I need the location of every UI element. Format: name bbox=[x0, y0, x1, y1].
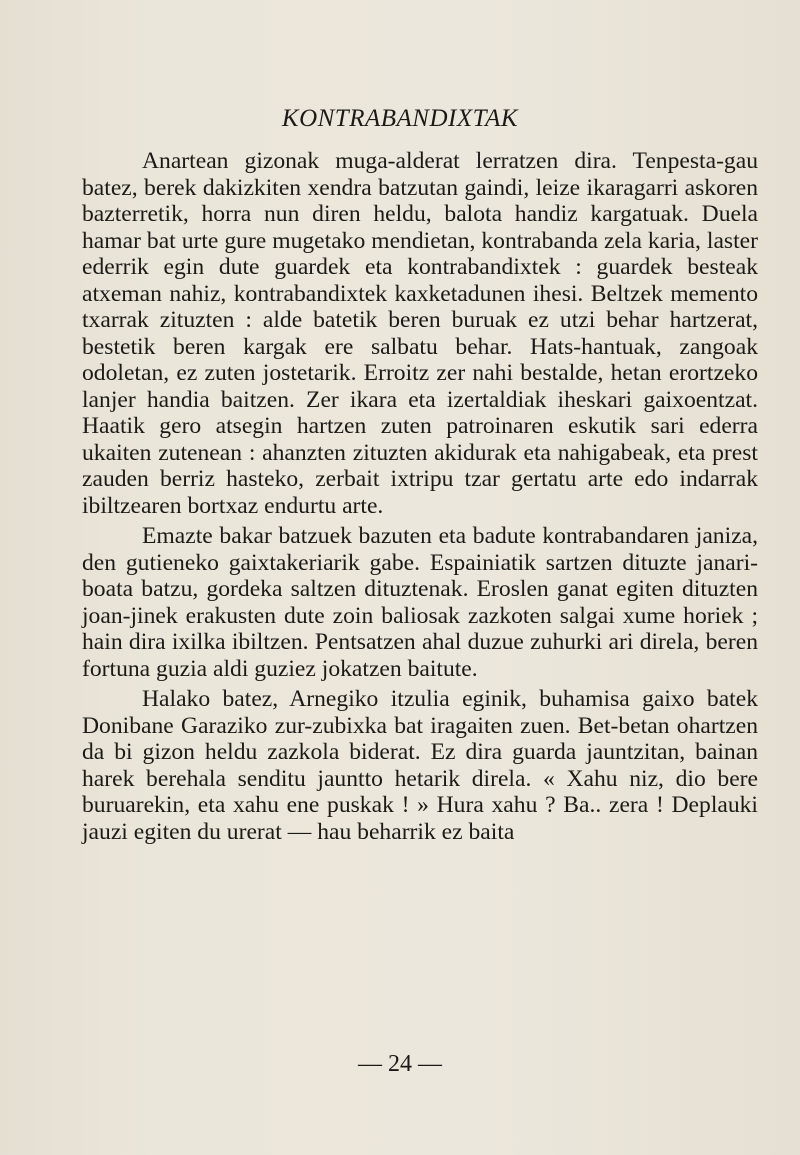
body-text bbox=[82, 148, 758, 845]
paragraph-3: Halako batez, Arnegiko itzulia eginik, buhamisa gaixo batek Donibane Garaziko zur-zubixka bat iragaiten zuen. Bet-betan ohartzen da bi gizon heldu zazkola biderat. Ez dira guarda jauntzitan, bainan harek berehala senditu jauntto hetarik direla. « Xahu niz, dio bere buruarekin, eta xahu ene puskak ! » Hura xahu ? Ba.. zera ! Deplauki jauzi egiten du urerat — hau beharrik ez baita bbox=[82, 686, 758, 845]
page-number: — 24 — bbox=[358, 1051, 442, 1077]
running-head: KONTRABANDIXTAK bbox=[281, 105, 519, 132]
paragraph-2: Emazte bakar batzuek bazuten eta badute kontrabandaren janiza, den gutieneko gaixtakeriarik gabe. Espainiatik sartzen dituzte janari-boata batzu, gordeka saltzen dituztenak. Eroslen ganat egiten dituzten joan-jinek erakusten dute zoin baliosak zazkoten salgai xume horiek ; hain dira ixilka ibiltzen. Pentsatzen ahal duzue zuhurki ari direla, beren fortuna guzia aldi guziez jokatzen baitute. bbox=[82, 523, 758, 682]
paragraph-1: Anartean gizonak muga-alderat lerratzen dira. Tenpesta-gau batez, berek dakizkiten xendra batzutan gaindi, leize ikaragarri askoren bazterretik, horra nun diren heldu, balota handiz kargatuak. Duela hamar bat urte gure mugetako mendietan, kontrabanda zela karia, laster ederrik egin dute guardek eta kontrabandixtek : guardek besteak atxeman nahiz, kontrabandixtek kaxketadunen ihesi. Beltzek memento txarrak zituzten : alde batetik beren buruak ez utzi behar hartzerat, bestetik beren kargak ere salbatu behar. Hats-hantuak, zangoak odoletan, ez zuten jostetarik. Erroitz zer nahi bestalde, hetan erortzeko lanjer handia baitzen. Zer ikara eta izertaldiak iheskari gaixoentzat. Haatik gero atsegin hartzen zuten patroinaren eskutik sari ederra ukaiten zutenean : ahanzten zituzten akidurak eta nahigabeak, eta prest zauden berriz hasteko, zerbait ixtripu tzar gertatu arte edo indarrak ibiltzearen bortxaz endurtu arte. bbox=[82, 148, 758, 519]
